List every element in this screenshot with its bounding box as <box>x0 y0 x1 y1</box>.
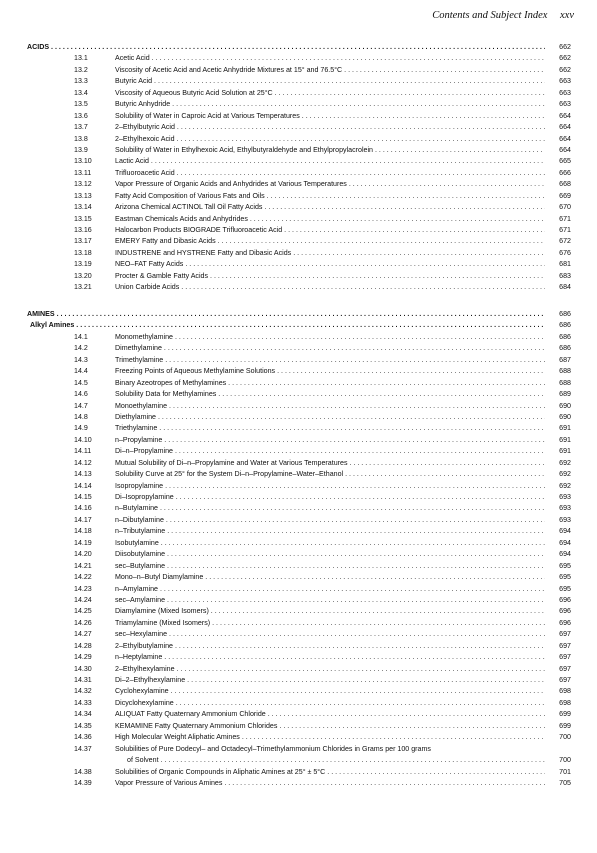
toc-entry[interactable] <box>27 53 571 64</box>
entry-page: 688 <box>559 378 571 387</box>
toc-entry[interactable] <box>27 549 571 560</box>
entry-page: 697 <box>559 630 571 639</box>
section-heading-amines[interactable] <box>27 309 571 320</box>
entry-page: 700 <box>559 756 571 765</box>
entry-page: 668 <box>559 180 571 189</box>
toc-entry[interactable] <box>27 709 571 720</box>
toc-entry[interactable] <box>27 271 571 282</box>
amines-section <box>27 309 571 789</box>
entry-page: 699 <box>559 721 571 730</box>
entry-title: Mono–n–Butyl Diamylamine . . . <box>115 572 545 583</box>
entry-title: 2–Ethylbutylamine . . . <box>115 641 545 652</box>
entry-page: 700 <box>559 733 571 742</box>
entry-title: NEO–FAT Fatty Acids . . . <box>115 259 545 270</box>
entry-title: Solubility of Water in Ethylhexoic Acid, Ethylbutyraldehyde and Ethylpropylacrolein . . . <box>115 145 545 156</box>
entry-title: n–Heptylamine . . . <box>115 652 545 663</box>
entry-number: 13.6 <box>74 111 88 120</box>
entry-number: 14.28 <box>74 641 92 650</box>
entry-number: 14.3 <box>74 355 88 364</box>
entry-title: sec–Butylamine . . . <box>115 561 545 572</box>
entry-number: 14.7 <box>74 401 88 410</box>
entry-title: n–Dibutylamine . . . <box>115 515 545 526</box>
toc-entry[interactable] <box>27 732 571 743</box>
toc-entry[interactable] <box>27 248 571 259</box>
entry-page: 696 <box>559 595 571 604</box>
entry-title: Viscosity of Acetic Acid and Acetic Anhydride Mixtures at 15° and 76.5°C . . . <box>115 65 545 76</box>
running-header <box>422 10 574 21</box>
entry-number: 14.19 <box>74 538 92 547</box>
entry-number: 14.24 <box>74 595 92 604</box>
subsection-title: Alkyl Amines . . . <box>30 320 545 331</box>
toc-entry[interactable] <box>27 412 571 423</box>
entry-title: Arizona Chemical ACTINOL Tall Oil Fatty Acids . . . <box>115 202 545 213</box>
toc-entry[interactable] <box>27 122 571 133</box>
entry-number: 14.6 <box>74 390 88 399</box>
toc-entry[interactable] <box>27 458 571 469</box>
entry-number: 14.32 <box>74 687 92 696</box>
entry-page: 662 <box>559 65 571 74</box>
toc-entry[interactable] <box>27 492 571 503</box>
toc-entry[interactable] <box>27 401 571 412</box>
entry-page: 698 <box>559 687 571 696</box>
entry-title: Binary Azeotropes of Methylamines . . . <box>115 378 545 389</box>
entry-page: 695 <box>559 573 571 582</box>
entry-page: 666 <box>559 168 571 177</box>
entry-page: 701 <box>559 767 571 776</box>
entry-page: 690 <box>559 401 571 410</box>
entry-number: 13.19 <box>74 260 92 269</box>
entry-page: 662 <box>559 54 571 63</box>
entry-page: 671 <box>559 214 571 223</box>
entry-title: Mutual Solubility of Di–n–Propylamine and Water at Various Temperatures . . . <box>115 458 545 469</box>
entry-title: ALIQUAT Fatty Quaternary Ammonium Chloride . . . <box>115 709 545 720</box>
entry-number: 13.20 <box>74 271 92 280</box>
entry-number: 14.29 <box>74 653 92 662</box>
entry-page: 670 <box>559 203 571 212</box>
entry-page: 665 <box>559 157 571 166</box>
entry-number: 13.12 <box>74 180 92 189</box>
toc-entry[interactable] <box>27 111 571 122</box>
entry-page: 696 <box>559 618 571 627</box>
toc-entry[interactable] <box>27 76 571 87</box>
toc-entry[interactable] <box>27 584 571 595</box>
toc-entry[interactable] <box>27 526 571 537</box>
entry-page: 696 <box>559 607 571 616</box>
entry-number: 14.15 <box>74 493 92 501</box>
entry-page: 663 <box>559 88 571 97</box>
entry-page: 692 <box>559 470 571 479</box>
entry-number: 13.14 <box>74 203 92 212</box>
entry-title: n–Propylamine . . . <box>115 435 545 446</box>
entry-page: 695 <box>559 584 571 593</box>
entry-number: 13.7 <box>74 123 88 132</box>
toc-entry[interactable] <box>27 225 571 236</box>
toc-entry[interactable] <box>27 343 571 354</box>
entry-page: 671 <box>559 226 571 234</box>
entry-number: 13.5 <box>74 100 88 109</box>
toc-entry[interactable] <box>27 191 571 202</box>
entry-number: 14.23 <box>74 584 92 593</box>
entry-title: Diamylamine (Mixed Isomers) . . . <box>115 606 545 617</box>
entry-number: 14.39 <box>74 778 92 787</box>
entry-title: Trifluoroacetic Acid . . . <box>115 168 545 179</box>
entry-page: 691 <box>559 435 571 444</box>
entry-title-continuation: of Solvent . . . <box>127 755 545 766</box>
entry-page: 691 <box>559 424 571 433</box>
entry-title: INDUSTRENE and HYSTRENE Fatty and Dibasic Acids . . . <box>115 248 545 259</box>
entry-number: 13.8 <box>74 134 88 143</box>
entry-number: 14.26 <box>74 618 92 627</box>
entry-page: 683 <box>559 271 571 280</box>
toc-entry[interactable] <box>27 389 571 400</box>
entry-title: Lactic Acid . . . <box>115 156 545 167</box>
subsection-heading-alkyl-amines[interactable] <box>27 320 571 331</box>
entry-number: 14.20 <box>74 550 92 559</box>
entry-title: 2–Ethylhexylamine . . . <box>115 664 545 675</box>
toc-entry[interactable] <box>27 503 571 514</box>
entry-number: 14.33 <box>74 698 92 707</box>
toc-entry[interactable] <box>27 145 571 156</box>
entry-number: 14.11 <box>74 447 92 456</box>
entry-title: Dicyclohexylamine . . . <box>115 698 545 709</box>
entry-number: 14.18 <box>74 527 92 536</box>
toc-entry[interactable] <box>27 202 571 213</box>
entry-number: 13.16 <box>74 226 92 234</box>
entry-title: Di–2–Ethylhexylamine . . . <box>115 675 545 686</box>
entry-number: 14.4 <box>74 367 88 376</box>
entry-page: 697 <box>559 641 571 650</box>
entry-page: 664 <box>559 134 571 143</box>
toc-entry[interactable] <box>27 515 571 526</box>
toc-entry[interactable] <box>27 538 571 549</box>
entry-number: 14.8 <box>74 412 88 421</box>
entry-title: Solubility of Water in Caproic Acid at Various Temperatures . . . <box>115 111 545 122</box>
entry-page: 693 <box>559 515 571 524</box>
toc-entry[interactable] <box>27 686 571 697</box>
entry-page: 687 <box>559 355 571 364</box>
entry-number: 14.35 <box>74 721 92 730</box>
acids-section <box>27 42 571 294</box>
entry-title: Triethylamine . . . <box>115 423 545 434</box>
entry-title: 2–Ethylhexoic Acid . . . <box>115 134 545 145</box>
entry-number: 14.25 <box>74 607 92 616</box>
entry-page: 694 <box>559 550 571 559</box>
entry-page: 692 <box>559 458 571 467</box>
entry-title: KEMAMINE Fatty Quaternary Ammonium Chlorides . . . <box>115 721 545 732</box>
entry-title: Acetic Acid . . . <box>115 53 545 64</box>
entry-title: Diisobutylamine . . . <box>115 549 545 560</box>
entry-number: 13.10 <box>74 157 92 166</box>
toc-entry[interactable] <box>27 744 571 755</box>
entry-title: Butyric Acid . . . <box>115 76 545 87</box>
entry-number: 14.17 <box>74 515 92 524</box>
section-page: 686 <box>559 310 571 318</box>
entry-title: n–Amylamine . . . <box>115 584 545 595</box>
toc-entry[interactable] <box>27 561 571 572</box>
entry-title: Eastman Chemicals Acids and Anhydrides . . . <box>115 214 545 225</box>
toc-entry[interactable] <box>27 435 571 446</box>
entry-number: 14.5 <box>74 378 88 387</box>
toc-entry[interactable] <box>27 378 571 389</box>
entry-number: 14.30 <box>74 664 92 673</box>
entry-page: 691 <box>559 447 571 456</box>
entry-page: 684 <box>559 283 571 292</box>
entry-title: sec–Hexylamine . . . <box>115 629 545 640</box>
toc-entry[interactable] <box>27 179 571 190</box>
toc-entry[interactable] <box>27 282 571 293</box>
toc-entry[interactable] <box>27 366 571 377</box>
section-heading-acids[interactable] <box>27 42 571 53</box>
entry-number: 13.1 <box>74 54 88 63</box>
toc-entry[interactable] <box>27 332 571 343</box>
entry-page: 705 <box>559 778 571 787</box>
entry-title: EMERY Fatty and Dibasic Acids . . . <box>115 236 545 247</box>
entry-page: 698 <box>559 698 571 707</box>
entry-title: Monomethylamine . . . <box>115 332 545 343</box>
toc-entry[interactable] <box>27 259 571 270</box>
entry-page: 697 <box>559 653 571 662</box>
entry-title: Triamylamine (Mixed Isomers) . . . <box>115 618 545 629</box>
toc-entry[interactable] <box>27 641 571 652</box>
toc-entry[interactable] <box>27 88 571 99</box>
entry-number: 14.27 <box>74 630 92 639</box>
entry-title: sec–Amylamine . . . <box>115 595 545 606</box>
entry-title: Monoethylamine . . . <box>115 401 545 412</box>
section-title: AMINES . . . <box>27 309 545 320</box>
entry-title: Viscosity of Aqueous Butyric Acid Solution at 25°C . . . <box>115 88 545 99</box>
entry-number: 14.34 <box>74 710 92 719</box>
entry-title: Di–Isopropylamine . . . <box>115 492 545 503</box>
entry-title: Procter & Gamble Fatty Acids . . . <box>115 271 545 282</box>
header-page-number: xxv <box>560 10 574 21</box>
toc-entry[interactable] <box>27 629 571 640</box>
toc-entry[interactable] <box>27 236 571 247</box>
entry-page: 697 <box>559 676 571 684</box>
toc-entry[interactable] <box>27 675 571 686</box>
entry-page: 681 <box>559 260 571 269</box>
entry-number: 14.21 <box>74 561 92 570</box>
entry-page: 695 <box>559 561 571 570</box>
entry-title: Butyric Anhydride . . . <box>115 99 545 110</box>
entry-page: 699 <box>559 710 571 719</box>
entry-number: 13.15 <box>74 214 92 223</box>
entry-number: 14.13 <box>74 470 92 479</box>
entry-title: n–Tributylamine . . . <box>115 526 545 537</box>
toc-entry[interactable] <box>27 572 571 583</box>
entry-number: 13.11 <box>74 168 92 177</box>
toc-entry[interactable] <box>27 698 571 709</box>
entry-title: Solubility Curve at 25° for the System Di–n–Propylamine–Water–Ethanol . . . <box>115 469 545 480</box>
entry-title: Isobutylamine . . . <box>115 538 545 549</box>
toc-entry[interactable] <box>27 134 571 145</box>
entry-number: 13.17 <box>74 237 92 246</box>
toc-entry[interactable] <box>27 214 571 225</box>
entry-title: Solubility Data for Methylamines . . . <box>115 389 545 400</box>
entry-title: Freezing Points of Aqueous Methylamine Solutions . . . <box>115 366 545 377</box>
entry-title: Trimethylamine . . . <box>115 355 545 366</box>
entry-title: Diethylamine . . . <box>115 412 545 423</box>
entry-number: 14.31 <box>74 676 92 684</box>
toc-entry[interactable] <box>27 767 571 778</box>
entry-page: 692 <box>559 481 571 490</box>
entry-page: 686 <box>559 332 571 341</box>
toc-entry[interactable] <box>27 618 571 629</box>
entry-title: Isopropylamine . . . <box>115 481 545 492</box>
toc-entry[interactable] <box>27 652 571 663</box>
toc-entry[interactable] <box>27 355 571 366</box>
entry-number: 14.14 <box>74 481 92 490</box>
entry-number: 14.38 <box>74 767 92 776</box>
toc-entry[interactable] <box>27 664 571 675</box>
subsection-page: 686 <box>559 321 571 330</box>
entry-page: 663 <box>559 77 571 86</box>
entry-page: 688 <box>559 367 571 376</box>
toc-entry[interactable] <box>27 606 571 617</box>
toc-entry[interactable] <box>27 168 571 179</box>
entry-page: 694 <box>559 538 571 547</box>
entry-page: 664 <box>559 145 571 154</box>
entry-title: Di–n–Propylamine . . . <box>115 446 545 457</box>
toc-entry[interactable] <box>27 481 571 492</box>
entry-title: Vapor Pressure of Various Amines . . . <box>115 778 545 789</box>
entry-page: 697 <box>559 664 571 673</box>
entry-page: 676 <box>559 248 571 257</box>
entry-page: 694 <box>559 527 571 536</box>
entry-number: 14.2 <box>74 344 88 353</box>
entry-number: 14.10 <box>74 435 92 444</box>
toc-entry[interactable] <box>27 446 571 457</box>
toc-entry[interactable] <box>27 65 571 76</box>
toc-entry-continuation[interactable] <box>27 755 571 766</box>
entry-page: 663 <box>559 100 571 109</box>
entry-title: Cyclohexylamine . . . <box>115 686 545 697</box>
entry-title: High Molecular Weight Aliphatic Amines . . . <box>115 732 545 743</box>
toc-entry[interactable] <box>27 778 571 789</box>
entry-title: n–Butylamine . . . <box>115 503 545 514</box>
entry-number: 14.1 <box>74 332 88 341</box>
entry-number: 13.9 <box>74 145 88 154</box>
entry-number: 13.2 <box>74 65 88 74</box>
entry-title: 2–Ethylbutyric Acid . . . <box>115 122 545 133</box>
entry-title: Solubilities of Organic Compounds in Aliphatic Amines at 25° ± 5°C . . . <box>115 767 545 778</box>
entry-number: 14.12 <box>74 458 92 467</box>
section-title: ACIDS . . . <box>27 42 545 53</box>
toc-entry[interactable] <box>27 469 571 480</box>
entry-number: 14.37 <box>74 744 92 753</box>
entry-page: 669 <box>559 191 571 200</box>
entry-page: 689 <box>559 390 571 399</box>
toc-entry[interactable] <box>27 99 571 110</box>
entry-number: 14.36 <box>74 733 92 742</box>
entry-title: Dimethylamine . . . <box>115 343 545 354</box>
entry-title: Halocarbon Products BIOGRADE Trifluoroacetic Acid . . . <box>115 225 545 236</box>
entry-number: 13.21 <box>74 283 92 292</box>
toc-entry[interactable] <box>27 423 571 434</box>
toc-entry[interactable] <box>27 595 571 606</box>
entry-number: 14.16 <box>74 504 92 513</box>
entry-title: Union Carbide Acids . . . <box>115 282 545 293</box>
entry-page: 672 <box>559 237 571 246</box>
toc-entry[interactable] <box>27 721 571 732</box>
entry-page: 664 <box>559 111 571 120</box>
entry-number: 13.18 <box>74 248 92 257</box>
entry-page: 693 <box>559 493 571 501</box>
toc-entry[interactable] <box>27 156 571 167</box>
entry-number: 13.4 <box>74 88 88 97</box>
entry-page: 664 <box>559 123 571 132</box>
entry-title: Fatty Acid Composition of Various Fats and Oils . . . <box>115 191 545 202</box>
entry-number: 13.13 <box>74 191 92 200</box>
entry-title: Solubilities of Pure Dodecyl– and Octadecyl–Trimethylammonium Chlorides in Grams per 100 grams <box>115 744 431 753</box>
entry-page: 686 <box>559 344 571 353</box>
entry-number: 14.22 <box>74 573 92 582</box>
entry-page: 690 <box>559 412 571 421</box>
entry-number: 14.9 <box>74 424 88 433</box>
entry-number: 13.3 <box>74 77 88 86</box>
entry-title: Vapor Pressure of Organic Acids and Anhydrides at Various Temperatures . . . <box>115 179 545 190</box>
header-title: Contents and Subject Index <box>432 10 548 21</box>
section-page: 662 <box>559 43 571 51</box>
entry-page: 693 <box>559 504 571 513</box>
